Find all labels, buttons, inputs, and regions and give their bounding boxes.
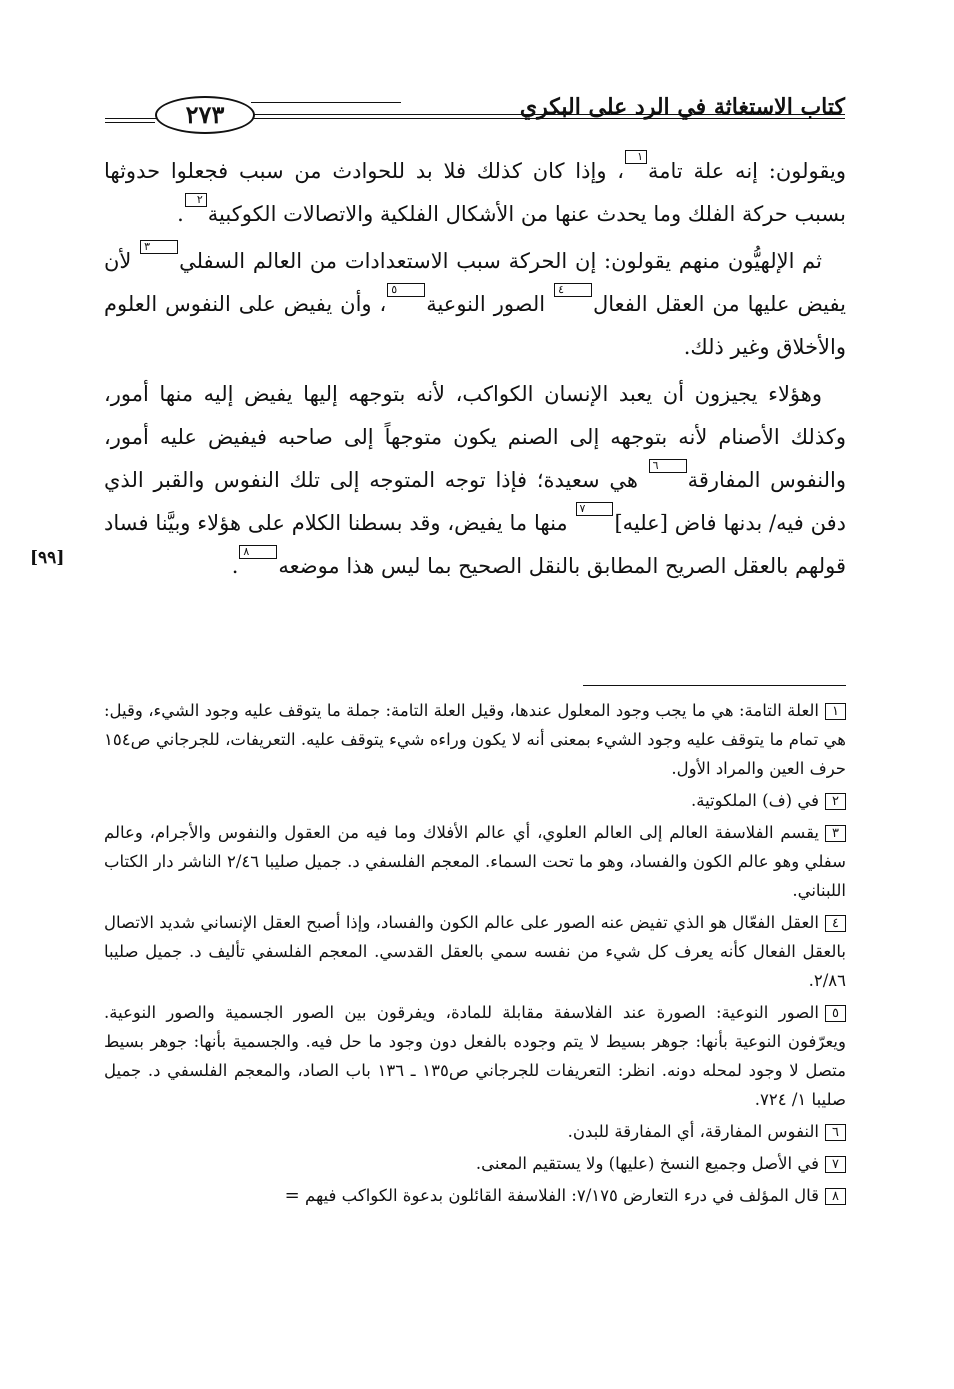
footnote-number: ٣ <box>825 825 846 842</box>
paragraph <box>104 150 846 236</box>
footnote-ref: ٨ <box>239 545 277 559</box>
footnote-text: في الأصل وجميع النسخ (عليها) ولا يستقيم المعنى. <box>475 1154 820 1173</box>
continuation-mark: = <box>284 1185 300 1206</box>
text-span: منها ما يفيض، وقد بسطنا الكلام على هؤلاء وبيَّنا فساد قولهم بالعقل الصريح المطابق بالنقل الصحيح بما ليس هذا موضعه <box>104 511 846 578</box>
page-number-badge: ٢٧٣ <box>155 96 255 134</box>
footnote-text: الصور النوعية: الصورة عند الفلاسفة مقابلة للمادة، ويفرقون بين الصور الجسمية والصور النوعية. ويعرّفون النوعية بأنها: جوهر بسيط لا يتم وجوده بالفعل دون وجود ما حل فيه. والجسمية بأنها: جوهر بسيط متصل لا وجود لمحله دونه. انظر: التعريفات للجرجاني ص١٣٥ ـ ١٣٦ باب الصاد، والمعجم الفلسفي د. جميل صليبا ١/ ٧٢٤. <box>104 1003 846 1109</box>
footnote <box>104 998 846 1114</box>
text-span: ، وإذا كان كذلك فلا بد للحوادث من سبب فجعلوا حدوثها بسبب حركة الفلك وما يحدث عنها من الأشكال الفلكية والاتصالات الكوكبية <box>104 159 846 226</box>
footnote-number: ١ <box>825 703 846 720</box>
paragraph <box>104 373 846 588</box>
header-rule <box>251 102 401 103</box>
text-span: هي سعيدة؛ فإذا توجه المتوجه إلى تلك النفوس والقبر الذي دفن فيه/ بدنها فاض [عليه] <box>104 468 846 535</box>
footnote-text: العلة التامة: هي ما يجب وجود المعلول عندها، وقيل العلة التامة: جملة ما يتوقف عليه وجود الشيء، وقيل: هي تمام ما يتوقف عليه وجود الشيء بمعنى أنه لا يكون وراءه شيء يتوقف عليه. التعريفات، للجرجاني ص١٥٤ حرف العين والمراد الأول. <box>104 701 846 778</box>
main-text <box>104 150 846 592</box>
margin-page-marker: [٩٩] <box>30 548 65 568</box>
footnote-number: ٥ <box>825 1005 846 1022</box>
header-rule <box>251 114 845 115</box>
footnote-number: ٨ <box>825 1188 846 1205</box>
footnote-text: العقل الفعّال هو الذي تفيض عنه الصور على عالم الكون والفساد، وإذا أصبح العقل الإنساني شديد الاتصال بالعقل الفعال كأنه يعرف كل شيء من نفسه سمي بالعقل القدسي. المعجم الفلسفي تأليف د. جميل صليبا ٢/٨٦. <box>104 913 846 990</box>
text-span: ثم الإلهيُّون منهم يقولون: إن الحركة سبب الاستعدادات من العالم السفلي <box>179 249 822 273</box>
footnotes <box>104 696 846 1213</box>
footnote <box>104 696 846 783</box>
footnote-ref: ٧ <box>576 502 614 516</box>
footnote-text: قال المؤلف في درء التعارض ٧/١٧٥: الفلاسفة القائلون بدعوة الكواكب فيهم <box>304 1186 820 1205</box>
footnote <box>104 818 846 905</box>
footnote-divider <box>583 685 846 686</box>
text-span: لأن يفيض عليها من العقل الفعال <box>104 249 846 316</box>
footnote-ref: ٣ <box>140 240 178 254</box>
text-span: . <box>177 202 184 226</box>
footnote <box>104 908 846 995</box>
footnote-ref: ١ <box>625 150 647 164</box>
footnote-number: ٧ <box>825 1156 846 1173</box>
footnote-ref: ٦ <box>649 459 687 473</box>
footnote-ref: ٥ <box>387 283 425 297</box>
footnote-ref: ٢ <box>185 193 207 207</box>
footnote <box>104 786 846 815</box>
footnote-text: النفوس المفارقة، أي المفارقة للبدن. <box>567 1122 820 1141</box>
running-title: كتاب الاستغاثة في الرد على البكري <box>519 94 845 120</box>
text-span: الصور النوعية <box>426 292 554 316</box>
footnote-number: ٦ <box>825 1124 846 1141</box>
text-span: . <box>231 554 239 578</box>
footnote-text: في (ف) الملكوتية. <box>690 791 820 810</box>
text-span: وهؤلاء يجيزون أن يعبد الإنسان الكواكب، لأنه بتوجهه إليها يفيض إليه منها أمور، وكذلك الأصنام لأنه بتوجهه إلى الصنم يكون متوجهاً إلى صاحبه فيفيض عليه أمور، والنفوس المفارقة <box>104 382 846 492</box>
footnote-text: يقسم الفلاسفة العالم إلى العالم العلوي، أي عالم الأفلاك وما فيه من العقول والنفوس والأجرام، وعالم سفلي وهو عالم الكون والفساد، وهو ما تحت السماء. المعجم الفلسفي د. جميل صليبا ٢/٤٦ الناشر دار الكتاب اللبناني. <box>104 823 846 900</box>
text-span: ويقولون: إنه علة تامة <box>648 159 846 183</box>
header-rule <box>105 122 155 123</box>
paragraph <box>104 240 846 369</box>
footnote-ref: ٤ <box>554 283 592 297</box>
footnote <box>104 1149 846 1178</box>
footnote-number: ٢ <box>825 793 846 810</box>
footnote <box>104 1117 846 1146</box>
footnote-number: ٤ <box>825 915 846 932</box>
page-header <box>105 88 845 144</box>
footnote <box>104 1181 846 1210</box>
text-span: ، وأن يفيض على النفوس العلوم والأخلاق وغير ذلك. <box>104 292 846 359</box>
